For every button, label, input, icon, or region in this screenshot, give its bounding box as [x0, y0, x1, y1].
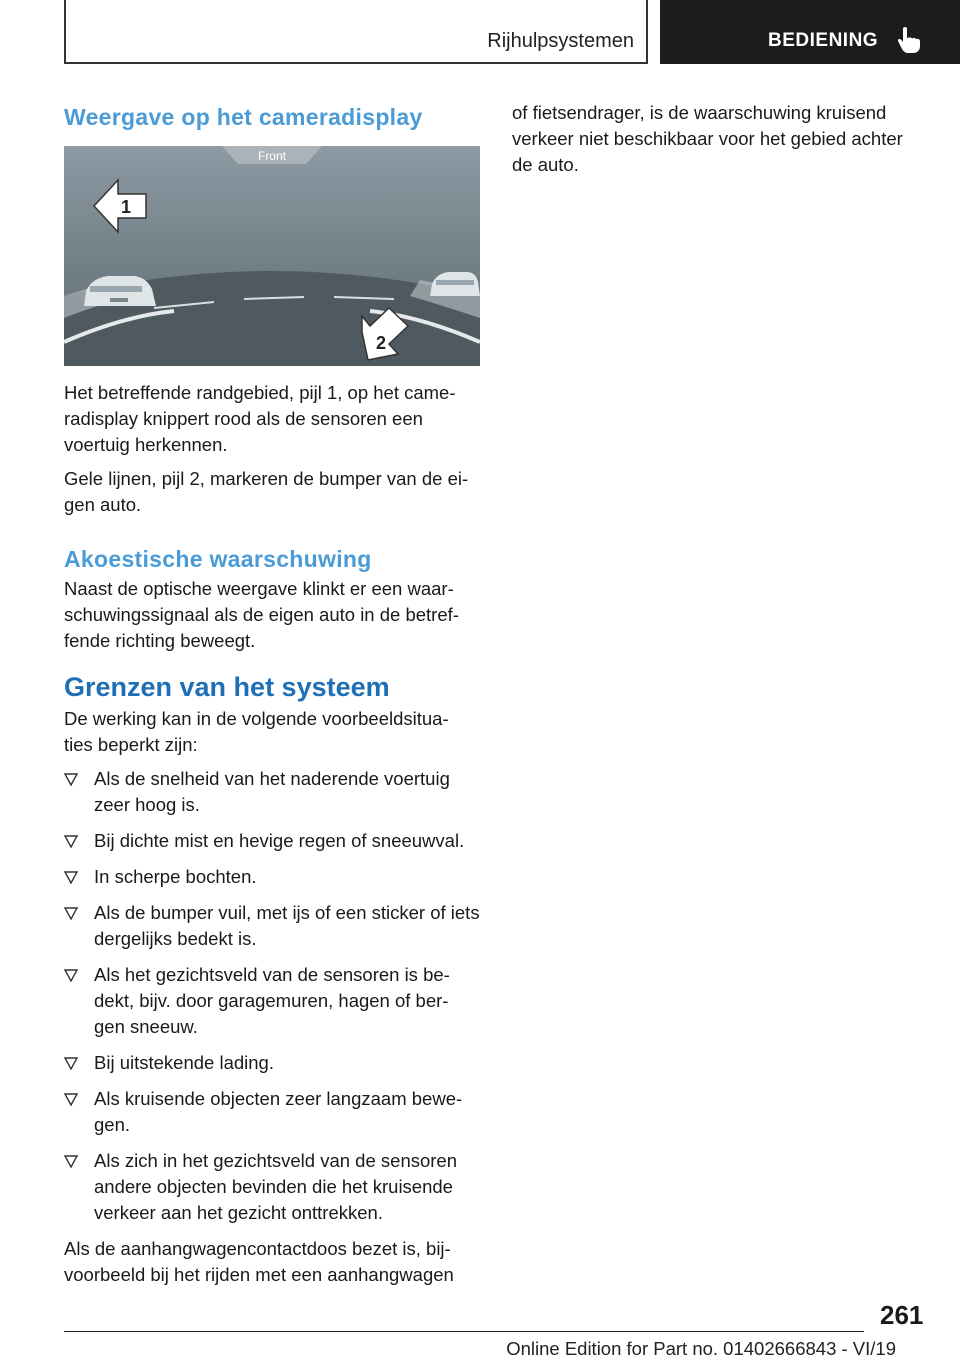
- chapter-title: BEDIENING: [768, 30, 879, 51]
- paragraph-limits-intro: De werking kan in de volgende voorbeeldsitua‐ ties beperkt zijn:: [64, 708, 449, 755]
- limits-list: [64, 766, 482, 1226]
- paragraph-continuation: of fietsendrager, is de waarschuwing kruisend verkeer niet beschikbaar voor het gebied achter de auto.: [512, 102, 903, 175]
- footer-divider: [64, 1331, 864, 1332]
- chapter-tab: [660, 0, 960, 64]
- edition-note: Online Edition for Part no. 01402666843 - VI/19: [506, 1338, 896, 1359]
- left-column: [64, 100, 482, 1288]
- pointing-hand-icon: [896, 26, 922, 54]
- list-item: Bij uitstekende lading.: [64, 1050, 482, 1076]
- triangle-bullet-icon: [64, 969, 78, 982]
- paragraph-edge-flashes: Het betreffende randgebied, pijl 1, op het came‐ radisplay knippert rood als de sensoren een voertuig herkennen.: [64, 382, 456, 455]
- heading-camera-display: Weergave op het cameradisplay: [64, 104, 423, 130]
- arrow-1-label: 1: [121, 197, 132, 217]
- list-item: Bij dichte mist en hevige regen of sneeuwval.: [64, 828, 482, 854]
- triangle-bullet-icon: [64, 1057, 78, 1070]
- paragraph-yellow-lines: Gele lijnen, pijl 2, markeren de bumper van de ei‐ gen auto.: [64, 468, 469, 515]
- triangle-bullet-icon: [64, 835, 78, 848]
- paragraph-acoustic-warning: Naast de optische weergave klinkt er een waar‐ schuwingssignaal als de eigen auto in de betref‐ fende richting beweegt.: [64, 578, 459, 651]
- right-column: [512, 100, 926, 178]
- page-number: 261: [880, 1300, 924, 1330]
- section-title: Rijhulpsystemen: [487, 30, 634, 52]
- paragraph-trailer-socket: Als de aanhangwagencontactdoos bezet is, bij‐ voorbeeld bij het rijden met een aanhangwagen: [64, 1238, 454, 1285]
- heading-acoustic-warning: Akoestische waarschuwing: [64, 546, 372, 572]
- list-item: In scherpe bochten.: [64, 864, 482, 890]
- camera-display-illustration: [64, 146, 480, 366]
- arrow-2-label: 2: [376, 333, 387, 353]
- list-item: Als kruisende objecten zeer langzaam bewe‐ gen.: [64, 1086, 482, 1138]
- triangle-bullet-icon: [64, 1155, 78, 1168]
- triangle-bullet-icon: [64, 907, 78, 920]
- triangle-bullet-icon: [64, 871, 78, 884]
- list-item: Als het gezichtsveld van de sensoren is be‐ dekt, bijv. door garagemuren, hagen of ber‐ gen sneeuw.: [64, 962, 482, 1040]
- front-label: Front: [257, 149, 287, 163]
- list-item: Als de bumper vuil, met ijs of een sticker of iets dergelijks bedekt is.: [64, 900, 482, 952]
- header-section-box: [64, 0, 648, 64]
- list-item: Als zich in het gezichtsveld van de sensoren andere objecten bevinden die het kruisende verkeer aan het gezicht onttrekken.: [64, 1148, 482, 1226]
- heading-system-limits: Grenzen van het systeem: [64, 672, 390, 702]
- list-item: Als de snelheid van het naderende voertuig zeer hoog is.: [64, 766, 482, 818]
- triangle-bullet-icon: [64, 1093, 78, 1106]
- triangle-bullet-icon: [64, 773, 78, 786]
